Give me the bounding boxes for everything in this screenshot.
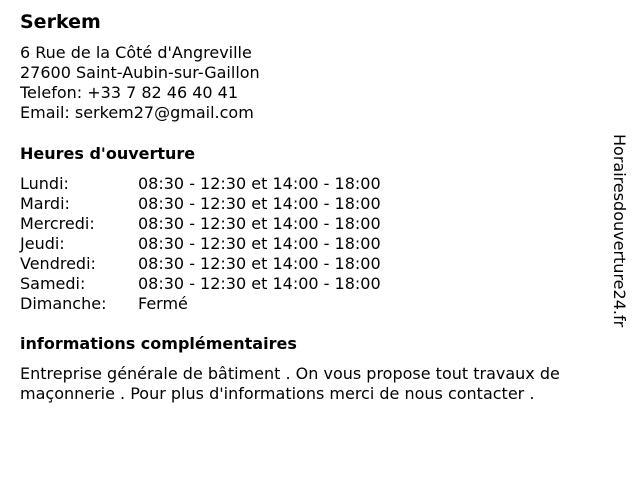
additional-info-heading: informations complémentaires — [20, 334, 297, 353]
hours-row-sunday — [20, 294, 381, 314]
business-contact — [20, 43, 260, 123]
address-street: 6 Rue de la Côté d'Angreville — [20, 43, 252, 62]
hours-time-value: 08:30 - 12:30 et 14:00 - 18:00 — [138, 234, 381, 253]
hours-day-label: Dimanche: — [20, 294, 107, 313]
phone-number: Telefon: +33 7 82 46 40 41 — [20, 83, 239, 102]
hours-time-value: 08:30 - 12:30 et 14:00 - 18:00 — [138, 214, 381, 233]
hours-time-value: 08:30 - 12:30 et 14:00 - 18:00 — [138, 174, 381, 193]
hours-time-value: 08:30 - 12:30 et 14:00 - 18:00 — [138, 194, 381, 213]
site-watermark: Horairesdouverture24.fr — [610, 134, 629, 328]
hours-row-friday — [20, 254, 381, 274]
opening-hours-heading: Heures d'ouverture — [20, 144, 196, 163]
business-name: Serkem — [20, 11, 101, 33]
hours-day-label: Mardi: — [20, 194, 70, 213]
hours-day-label: Jeudi: — [20, 234, 65, 253]
hours-time-value: 08:30 - 12:30 et 14:00 - 18:00 — [138, 274, 381, 293]
hours-day-label: Samedi: — [20, 274, 86, 293]
additional-info-text: Entreprise générale de bâtiment . On vous propose tout travaux de maçonnerie . Pour plus d'informations merci de nous contacter . — [20, 364, 560, 403]
hours-day-label: Vendredi: — [20, 254, 96, 273]
address-city: 27600 Saint-Aubin-sur-Gaillon — [20, 63, 260, 82]
hours-row-wednesday — [20, 214, 381, 234]
hours-row-monday — [20, 174, 381, 194]
hours-row-tuesday — [20, 194, 381, 214]
hours-day-label: Lundi: — [20, 174, 69, 193]
hours-day-label: Mercredi: — [20, 214, 95, 233]
hours-row-saturday — [20, 274, 381, 294]
email-address: Email: serkem27@gmail.com — [20, 103, 254, 122]
hours-row-thursday — [20, 234, 381, 254]
hours-time-value: 08:30 - 12:30 et 14:00 - 18:00 — [138, 254, 381, 273]
opening-hours-table — [20, 174, 381, 314]
hours-time-value: Fermé — [138, 294, 188, 313]
